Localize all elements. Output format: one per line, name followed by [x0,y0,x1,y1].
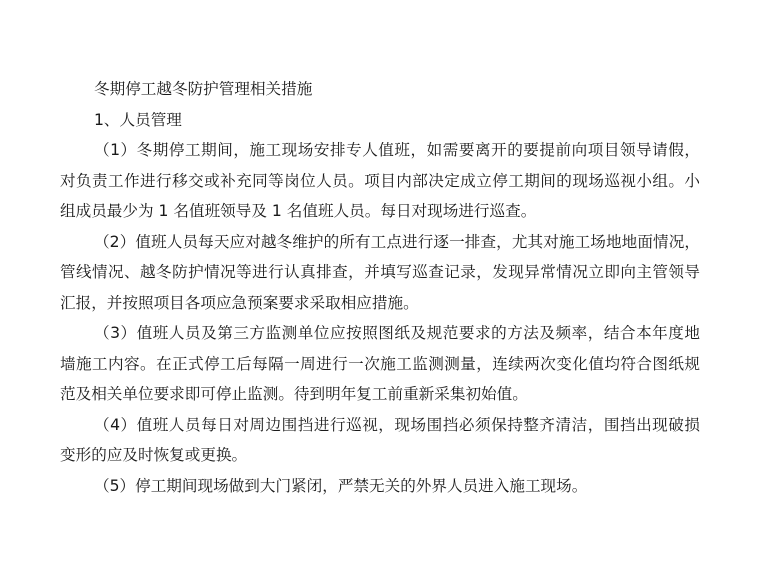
paragraph-4 [60,410,700,471]
paragraph-2 [60,227,700,319]
paragraph-line: 变形的应及时恢复或更换。 [60,446,248,464]
paragraph-line: 对负责工作进行移交或补充同等岗位人员。项目内部决定成立停工期间的现场巡视小组。小 [60,171,700,190]
paragraph-line: 范及相关单位要求即可停止监测。待到明年复工前重新采集初始值。 [60,385,528,403]
paragraph-line: （5）停工期间现场做到大门紧闭，严禁无关的外界人员进入施工现场。 [94,476,588,495]
paragraph-5 [60,471,700,502]
paragraph-line: （3）值班人员及第三方监测单位应按照图纸及规范要求的方法及频率，结合本年度地 [94,324,700,342]
paragraph-line: 管线情况、越冬防护情况等进行认真排查，并填写巡查记录，发现异常情况立即向主管领导 [60,263,700,281]
paragraph-line: （2）值班人员每天应对越冬维护的所有工点进行逐一排查，尤其对施工场地地面情况， [94,232,700,251]
paragraph-3 [60,318,700,410]
document-title: 冬期停工越冬防护管理相关措施 [94,80,313,98]
section-heading: 1、人员管理 [94,110,182,129]
paragraph-line: 汇报，并按照项目各项应急预案要求采取相应措施。 [60,293,419,312]
paragraph-line: （1）冬期停工期间，施工现场安排专人值班，如需要离开的要提前向项目领导请假， [94,141,700,159]
paragraph-line: （4）值班人员每日对周边围挡进行巡视，现场围挡必须保持整齐清洁，围挡出现破损 [94,415,700,434]
paragraph-1 [60,135,700,227]
paragraph-line: 组成员最少为 1 名值班领导及 1 名值班人员。每日对现场进行巡查。 [60,202,537,220]
paragraph-line: 墙施工内容。在正式停工后每隔一周进行一次施工监测测量，连续两次变化值均符合图纸规 [60,354,700,373]
document-body [60,74,700,501]
